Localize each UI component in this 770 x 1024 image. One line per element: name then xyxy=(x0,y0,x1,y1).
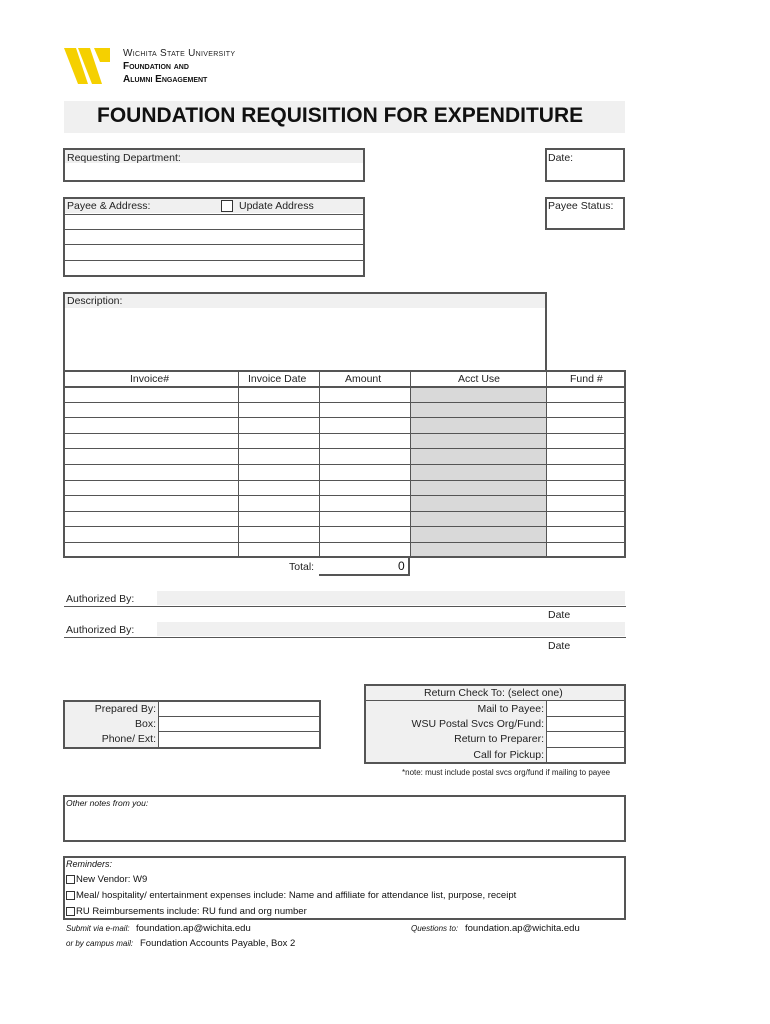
other-notes-input[interactable] xyxy=(66,810,626,843)
requesting-department-input[interactable] xyxy=(66,165,362,180)
table-row-divider xyxy=(65,402,624,403)
invoice-cell-input[interactable] xyxy=(239,419,318,432)
col-fund-number: Fund # xyxy=(570,373,603,385)
invoice-cell-input[interactable] xyxy=(547,404,623,417)
invoice-cell-input[interactable] xyxy=(66,482,237,495)
campus-mail-value: Foundation Accounts Payable, Box 2 xyxy=(140,938,296,949)
invoice-cell-input[interactable] xyxy=(547,388,623,401)
invoice-cell-input[interactable] xyxy=(320,388,409,401)
invoice-cell-input[interactable] xyxy=(547,466,623,479)
authorized-by-label-2: Authorized By: xyxy=(66,624,135,636)
reminder-checkbox-w9[interactable] xyxy=(66,875,75,884)
campus-mail-label: or by campus mail: xyxy=(66,939,134,948)
return-check-title: Return Check To: (select one) xyxy=(424,687,563,699)
invoice-cell-input[interactable] xyxy=(239,450,318,463)
invoice-cell-input[interactable] xyxy=(411,513,545,526)
payee-address-label: Payee & Address: xyxy=(67,200,151,212)
update-address-label: Update Address xyxy=(239,200,314,212)
page-title: FOUNDATION REQUISITION FOR EXPENDITURE xyxy=(97,104,584,127)
invoice-cell-input[interactable] xyxy=(320,450,409,463)
invoice-cell-input[interactable] xyxy=(547,513,623,526)
invoice-cell-input[interactable] xyxy=(66,513,237,526)
invoice-cell-input[interactable] xyxy=(320,419,409,432)
payee-address-line-2[interactable] xyxy=(66,230,362,244)
return-option-mail-to-payee[interactable]: Mail to Payee: xyxy=(477,703,544,715)
invoice-cell-input[interactable] xyxy=(320,497,409,510)
wsu-logo xyxy=(64,46,114,86)
invoice-cell-input[interactable] xyxy=(411,544,545,557)
col-acct-use: Acct Use xyxy=(458,373,501,385)
invoice-cell-input[interactable] xyxy=(320,528,409,541)
invoice-cell-input[interactable] xyxy=(320,435,409,448)
return-option-call-for-pickup[interactable]: Call for Pickup: xyxy=(473,749,544,761)
invoice-cell-input[interactable] xyxy=(547,528,623,541)
prepared-by-input[interactable] xyxy=(160,702,318,716)
table-row-divider xyxy=(65,526,624,527)
payee-status-label: Payee Status: xyxy=(548,200,614,212)
invoice-cell-input[interactable] xyxy=(547,544,623,557)
table-row-divider xyxy=(65,511,624,512)
invoice-cell-input[interactable] xyxy=(239,404,318,417)
reminder-w9: New Vendor: W9 xyxy=(76,874,148,885)
table-row-divider xyxy=(65,480,624,481)
reminder-checkbox-ru[interactable] xyxy=(66,907,75,916)
authorized-date-label-2: Date xyxy=(548,640,571,652)
invoice-cell-input[interactable] xyxy=(320,513,409,526)
col-amount: Amount xyxy=(345,373,382,385)
invoice-cell-input[interactable] xyxy=(547,419,623,432)
wsu-logo-mark-icon xyxy=(64,46,114,86)
invoice-cell-input[interactable] xyxy=(66,404,237,417)
invoice-cell-input[interactable] xyxy=(66,544,237,557)
invoice-cell-input[interactable] xyxy=(411,435,545,448)
invoice-cell-input[interactable] xyxy=(66,450,237,463)
authorized-by-label-1: Authorized By: xyxy=(66,593,135,605)
authorized-by-input-2[interactable] xyxy=(158,622,624,636)
invoice-cell-input[interactable] xyxy=(320,466,409,479)
invoice-cell-input[interactable] xyxy=(239,388,318,401)
invoice-cell-input[interactable] xyxy=(411,450,545,463)
invoice-cell-input[interactable] xyxy=(239,544,318,557)
return-check-note: *note: must include postal svcs org/fund if mailing to payee xyxy=(402,768,611,777)
payee-address-line-4[interactable] xyxy=(66,261,362,275)
payee-address-line-3[interactable] xyxy=(66,245,362,260)
table-row-divider xyxy=(65,433,624,434)
authorized-by-input-1[interactable] xyxy=(158,591,624,605)
invoice-cell-input[interactable] xyxy=(239,482,318,495)
submit-label: Submit via e-mail: xyxy=(66,924,130,933)
invoice-cell-input[interactable] xyxy=(239,497,318,510)
date-input[interactable] xyxy=(548,165,622,180)
invoice-cell-input[interactable] xyxy=(411,528,545,541)
box-label: Box: xyxy=(134,718,156,730)
total-value: 0 xyxy=(398,559,405,573)
invoice-cell-input[interactable] xyxy=(320,482,409,495)
box-input[interactable] xyxy=(160,717,318,731)
invoice-cell-input[interactable] xyxy=(411,466,545,479)
invoice-cell-input[interactable] xyxy=(411,482,545,495)
invoice-cell-input[interactable] xyxy=(239,466,318,479)
questions-label: Questions to: xyxy=(411,924,459,933)
authorized-date-label-1: Date xyxy=(548,609,571,621)
phone-ext-label: Phone/ Ext: xyxy=(101,733,156,745)
logo-text xyxy=(123,47,235,86)
description-input[interactable] xyxy=(66,309,548,373)
requesting-department-label: Requesting Department: xyxy=(67,152,181,164)
invoice-cell-input[interactable] xyxy=(547,497,623,510)
table-row-divider xyxy=(65,464,624,465)
mail-to-payee-input[interactable] xyxy=(548,702,623,716)
col-invoice-date: Invoice Date xyxy=(248,373,307,385)
invoice-cell-input[interactable] xyxy=(239,435,318,448)
org-line-1: Foundation and xyxy=(123,61,189,72)
call-for-pickup-input[interactable] xyxy=(548,748,623,762)
invoice-cell-input[interactable] xyxy=(66,528,237,541)
invoice-cell-input[interactable] xyxy=(411,497,545,510)
invoice-cell-input[interactable] xyxy=(239,528,318,541)
reminders-label: Reminders: xyxy=(66,859,113,869)
date-label: Date: xyxy=(548,152,574,164)
total-label: Total: xyxy=(289,561,315,573)
submit-email[interactable]: foundation.ap@wichita.edu xyxy=(136,923,251,934)
invoice-cell-input[interactable] xyxy=(66,497,237,510)
phone-ext-input[interactable] xyxy=(160,732,318,746)
invoice-cell-input[interactable] xyxy=(411,388,545,401)
reminder-ru: RU Reimbursements include: RU fund and org number xyxy=(76,906,307,917)
return-to-preparer-input[interactable] xyxy=(548,732,623,747)
other-notes-label: Other notes from you: xyxy=(66,798,149,808)
invoice-cell-input[interactable] xyxy=(411,404,545,417)
table-row-divider xyxy=(65,417,624,418)
description-label: Description: xyxy=(67,295,123,307)
questions-email[interactable]: foundation.ap@wichita.edu xyxy=(465,923,580,934)
invoice-cell-input[interactable] xyxy=(547,450,623,463)
invoice-cell-input[interactable] xyxy=(547,482,623,495)
invoice-cell-input[interactable] xyxy=(320,544,409,557)
invoice-cell-input[interactable] xyxy=(66,419,237,432)
prepared-by-label: Prepared By: xyxy=(94,703,156,715)
postal-svcs-input[interactable] xyxy=(548,717,623,731)
invoice-cell-input[interactable] xyxy=(320,404,409,417)
reminder-checkbox-meal[interactable] xyxy=(66,891,75,900)
table-row-divider xyxy=(65,495,624,496)
table-row-divider xyxy=(65,448,624,449)
payee-address-line-1[interactable] xyxy=(66,215,362,229)
invoice-cell-input[interactable] xyxy=(66,435,237,448)
university-name: Wichita State University xyxy=(123,48,236,59)
invoice-cell-input[interactable] xyxy=(411,419,545,432)
return-option-postal-svcs[interactable]: WSU Postal Svcs Org/Fund: xyxy=(411,718,544,730)
update-address-checkbox[interactable] xyxy=(221,200,233,212)
invoice-cell-input[interactable] xyxy=(66,466,237,479)
invoice-cell-input[interactable] xyxy=(239,513,318,526)
reminder-meal: Meal/ hospitality/ entertainment expenses include: Name and affiliate for attendance list, purpose, receipt xyxy=(76,890,517,901)
org-line-2: Alumni Engagement xyxy=(123,74,208,85)
return-option-return-to-preparer[interactable]: Return to Preparer: xyxy=(454,733,544,745)
invoice-cell-input[interactable] xyxy=(66,388,237,401)
col-invoice-number: Invoice# xyxy=(130,373,170,385)
invoice-cell-input[interactable] xyxy=(547,435,623,448)
table-row-divider xyxy=(65,542,624,543)
